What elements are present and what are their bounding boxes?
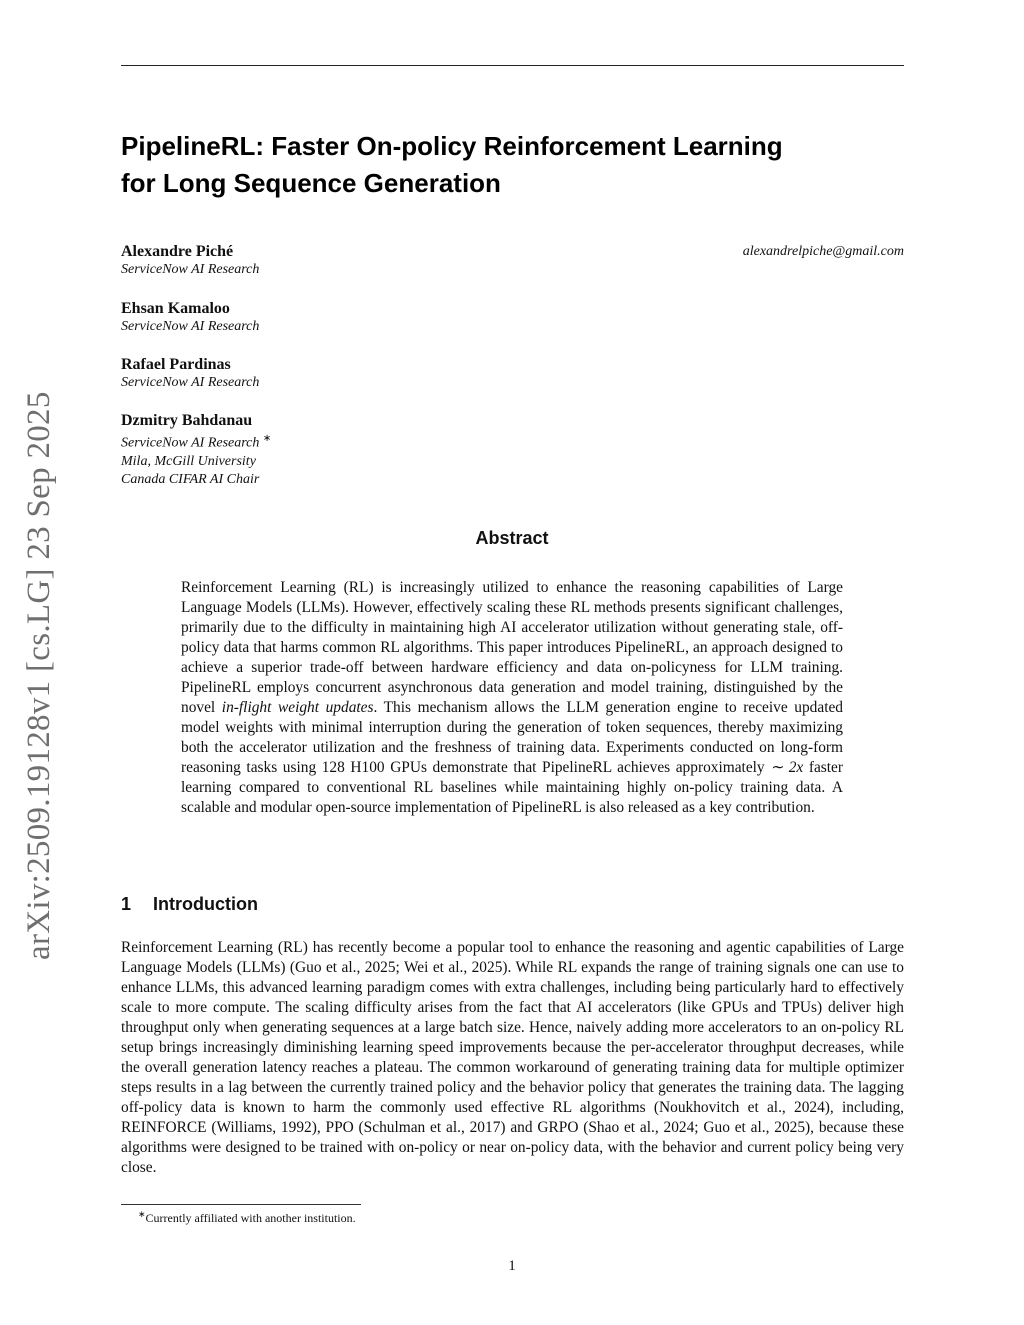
author-name: Alexandre Piché xyxy=(121,243,234,260)
author-name: Ehsan Kamaloo xyxy=(121,300,230,317)
abstract-text: Reinforcement Learning (RL) is increasingly utilized to enhance the reasoning capabilities of Large Language Models (LLMs). However, effectively scaling these RL methods presents significant challenges, primarily due to the difficulty in maintaining high AI accelerator utilization without generating stale, off-policy data that harms common RL algorithms. This paper introduces PipelineRL, an approach designed to achieve a superior trade-off between hardware efficiency and data on-policyness for LLM training. PipelineRL employs concurrent asynchronous data generation and model training, distinguished by the novel xyxy=(181,579,843,716)
author-affiliation: Mila, McGill University xyxy=(121,453,256,469)
author-block xyxy=(121,356,601,392)
abstract-emphasis: in-flight weight updates xyxy=(221,699,374,716)
introduction-paragraph: Reinforcement Learning (RL) has recently become a popular tool to enhance the reasoning and agentic capabilities of Large Language Models (LLMs) (Guo et al., 2025; Wei et al., 2025). While RL expands the range of training signals one can use to enhance LLMs, this advanced learning paradigm comes with extra challenges, including being particularly hard to effectively scale to more compute. The scaling difficulty arises from the fact that AI accelerators (like GPUs and TPUs) deliver high throughput only when generating sequences at a large batch size. Hence, naively adding more accelerators to an on-policy RL setup brings increasingly diminishing learning speed improvements because the per-accelerator throughput decreases, while the overall generation latency reaches a plateau. The common workaround of generating training data for multiple optimizer steps results in a lag between the currently trained policy and the behavior policy that generates the training data. The lagging off-policy data is known to harm the commonly used effective RL algorithms (Noukhovitch et al., 2024), including, REINFORCE (Williams, 1992), PPO (Schulman et al., 2017) and GRPO (Shao et al., 2024; Guo et al., 2025), because these algorithms were designed to be trained with on-policy or near on-policy data, with the behavior and current policy being very close. xyxy=(121,939,904,1176)
top-rule xyxy=(121,65,904,66)
abstract-text: faster learning compared to conventional RL baselines while maintaining highly on-policy training data. A scalable and modular open-source implementation of PipelineRL is also released as a key contribution. xyxy=(181,759,844,816)
author-email[interactable]: alexandrelpiche@gmail.com xyxy=(742,244,904,259)
affiliation-text: ServiceNow AI Research xyxy=(121,435,260,451)
section-title: Introduction xyxy=(153,894,258,914)
abstract-math: ∼ 2x xyxy=(770,759,804,776)
paper-title-line-1: PipelineRL: Faster On-policy Reinforcement Learning xyxy=(121,131,783,161)
author-affiliation: ServiceNow AI Research xyxy=(121,375,260,390)
author-affiliation: Canada CIFAR AI Chair xyxy=(121,471,260,487)
section-number: 1 xyxy=(121,894,132,914)
author-block xyxy=(121,412,601,489)
footnote-marker[interactable]: ∗ xyxy=(262,433,272,444)
author-affiliation: ServiceNow AI Research xyxy=(121,319,260,334)
paper-title xyxy=(121,128,881,202)
author-affiliation xyxy=(121,430,601,453)
arxiv-identifier-stamp: arXiv:2509.19128v1 [cs.LG] 23 Sep 2025 xyxy=(21,391,57,960)
author-name: Dzmitry Bahdanau xyxy=(121,412,253,429)
abstract-body xyxy=(181,578,843,818)
author-name: Rafael Pardinas xyxy=(121,356,231,373)
abstract-heading: Abstract xyxy=(475,528,549,548)
footnote-rule xyxy=(121,1204,361,1205)
author-block xyxy=(121,300,601,336)
author-block xyxy=(121,243,601,279)
footnote-text: Currently affiliated with another institution. xyxy=(145,1211,356,1225)
paper-title-line-2: for Long Sequence Generation xyxy=(121,168,501,198)
page-number: 1 xyxy=(508,1258,516,1274)
section-heading-introduction xyxy=(121,894,258,915)
footnote-marker: ∗ xyxy=(138,1209,146,1219)
author-affiliation: ServiceNow AI Research xyxy=(121,262,260,277)
abstract-text: . This mechanism allows the LLM generation engine to receive updated model weights with minimal interruption during the generation of token sequences, thereby maximizing both the accelerator utilization and the freshness of training data. Experiments conducted on long-form reasoning tasks using 128 H100 GPUs demonstrate that PipelineRL achieves approximately xyxy=(181,699,843,776)
footnote xyxy=(138,1209,356,1226)
